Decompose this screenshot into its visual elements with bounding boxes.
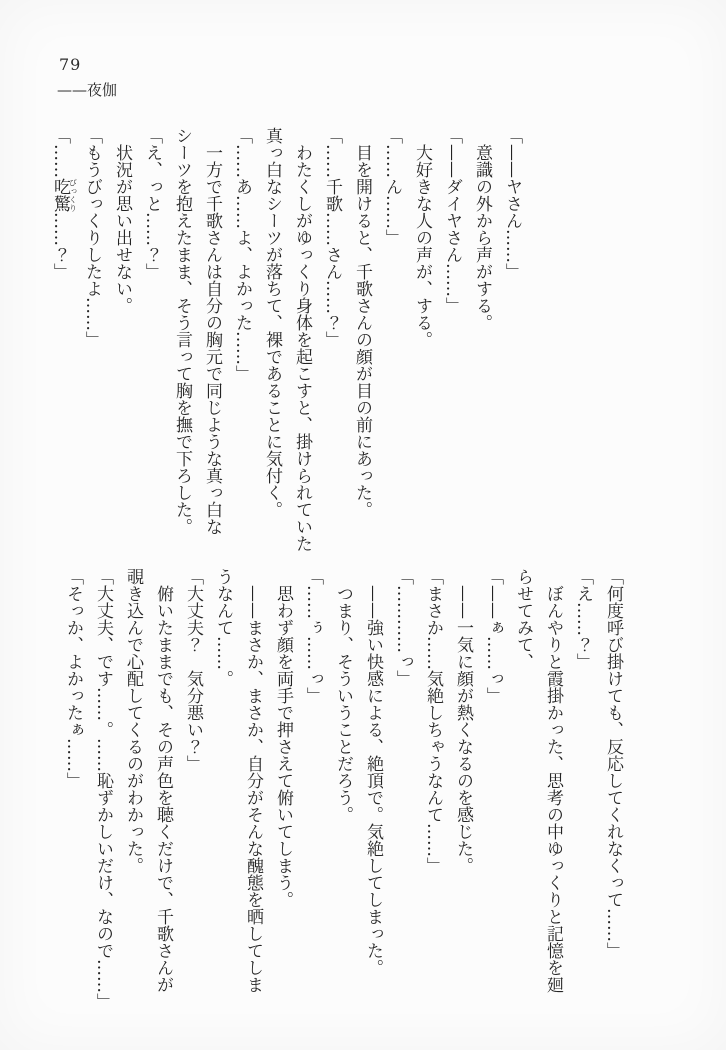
text-line: 「——ぁ……っ」 bbox=[483, 568, 503, 704]
text-line: 「……ん……」 bbox=[382, 127, 402, 246]
text-line: 「……千歌……さん……？」 bbox=[322, 127, 342, 348]
text-line: 思わず顔を両手で押さえて俯いてしまう。 bbox=[273, 568, 293, 908]
ruby-annotated-word: 吃驚びっくり bbox=[50, 178, 78, 212]
text-line: 「何度呼び掛けても、反応してくれなくって……」 bbox=[603, 568, 623, 959]
text-line: 「——ヤさん……」 bbox=[502, 127, 522, 280]
text-line: 「もうびっくりしたよ……」 bbox=[82, 127, 102, 348]
text-line: 意識の外から声がする。 bbox=[472, 127, 492, 331]
text-line: 「大丈夫、です……。……恥ずかしいだけ、なので……」 bbox=[93, 568, 113, 1010]
text-line: 「そっか、よかったぁ……」 bbox=[63, 568, 83, 789]
text-line: シーツを抱えたまま、そう言って胸を撫で下ろした。 bbox=[172, 127, 192, 535]
text-line: 俯いたままでも、その声色を聴くだけで、千歌さんが bbox=[153, 568, 173, 993]
text-line: 一方で千歌さんは自分の胸元で同じような真っ白な bbox=[202, 127, 222, 535]
text-line: つまり、そういうことだろう。 bbox=[333, 568, 353, 823]
text-line: わたくしがゆっくり身体を起こすと、掛けられていた bbox=[292, 127, 312, 552]
text-line: 「……吃驚びっくり……？」 bbox=[50, 127, 78, 280]
text-line: 「……あ……よ、よかった……」 bbox=[232, 127, 252, 382]
text-line: 状況が思い出せない。 bbox=[112, 127, 132, 314]
text-line: 「…………っ」 bbox=[393, 568, 413, 687]
text-line: うなんて……。 bbox=[213, 568, 233, 687]
chapter-title: ——夜伽 bbox=[57, 81, 118, 99]
text-block-top bbox=[45, 127, 527, 563]
text-line: 「——ダイヤさん……」 bbox=[442, 127, 462, 314]
text-line: ——強い快感による、絶頂で。気絶してしまった。 bbox=[363, 568, 383, 976]
text-line: 「え……？」 bbox=[573, 568, 593, 670]
text-line: 大好きな人の声が、する。 bbox=[412, 127, 432, 348]
text-line: ——一気に顔が熱くなるのを感じた。 bbox=[453, 568, 473, 874]
text-block-bottom bbox=[58, 568, 628, 1010]
text-line: ——まさか、まさか、自分がそんな醜態を晒してしま bbox=[243, 568, 263, 993]
text-line: ぼんやりと霞掛かった、思考の中ゆっくりと記憶を廻 bbox=[543, 568, 563, 993]
page-number: 79 bbox=[59, 55, 82, 74]
text-line: 「え、っと……？」 bbox=[142, 127, 162, 280]
text-line: らせてみて、 bbox=[513, 568, 533, 670]
text-line: 「……ぅ……っ」 bbox=[303, 568, 323, 704]
text-line: 目を開けると、千歌さんの顔が目の前にあった。 bbox=[352, 127, 372, 518]
text-line: 真っ白なシーツが落ちて、裸であることに気付く。 bbox=[262, 127, 282, 518]
text-line: 「大丈夫？ 気分悪い？」 bbox=[183, 568, 203, 772]
text-line: 覗き込んで心配してくるのがわかった。 bbox=[123, 568, 143, 874]
text-line: 「まさか……気絶しちゃうなんて……」 bbox=[423, 568, 443, 874]
